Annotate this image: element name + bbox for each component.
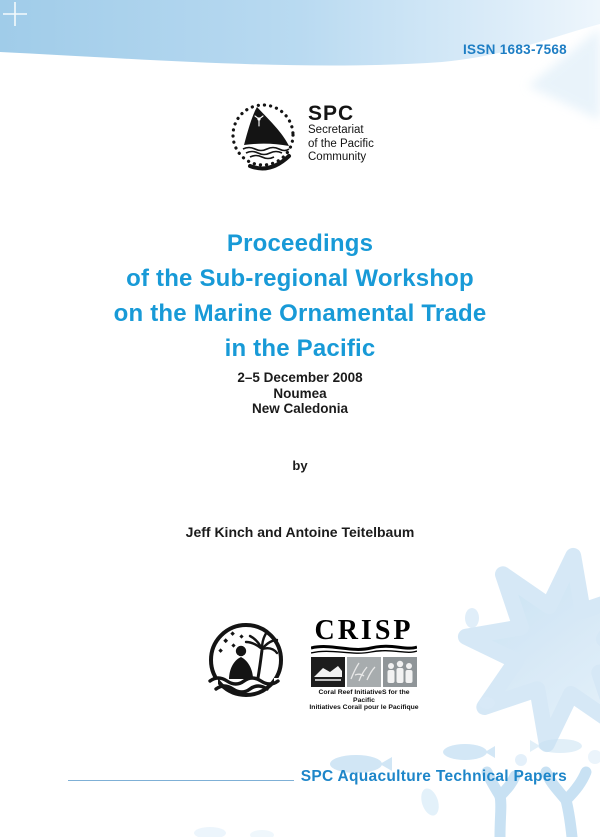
by-label: by: [292, 458, 308, 473]
fish-icon: [443, 744, 495, 760]
fish-icon: [530, 739, 582, 753]
event-dates: 2–5 December 2008: [237, 370, 363, 385]
event-city: Noumea: [273, 385, 327, 401]
page-title: [0, 226, 600, 366]
issn-label: ISSN 1683-7568: [462, 42, 567, 57]
event-country: New Caledonia: [251, 401, 349, 416]
crisp-logo: [308, 615, 420, 712]
spc-acronym-label: SPC: [308, 102, 355, 125]
crisp-caption-line: Coral Reef InitiativeS for the Pacific: [318, 689, 410, 704]
title-line: of the Sub-regional Workshop: [126, 265, 474, 292]
title-line: Proceedings: [226, 230, 374, 257]
spc-header-logo: [230, 98, 430, 176]
title-line: in the Pacific: [224, 335, 376, 362]
spc-name-line: Secretariat: [308, 124, 364, 136]
crisp-photo-tiles-icon: [311, 657, 417, 687]
spc-name-line: of the Pacific: [308, 137, 374, 150]
series-title: SPC Aquaculture Technical Papers: [300, 768, 567, 785]
pacific-community-emblem-icon: [204, 620, 288, 704]
spc-sail-logo-icon: [230, 98, 300, 176]
footer-rule: [68, 780, 294, 781]
crisp-caption-line: Initiatives Corail pour le Pacifique: [309, 704, 419, 712]
authors-line: Jeff Kinch and Antoine Teitelbaum: [185, 524, 415, 540]
title-line: on the Marine Ornamental Trade: [113, 300, 487, 327]
crisp-acronym-label: CRISP: [314, 615, 414, 646]
spc-name-line: Community: [308, 151, 367, 163]
event-details: [0, 370, 600, 417]
